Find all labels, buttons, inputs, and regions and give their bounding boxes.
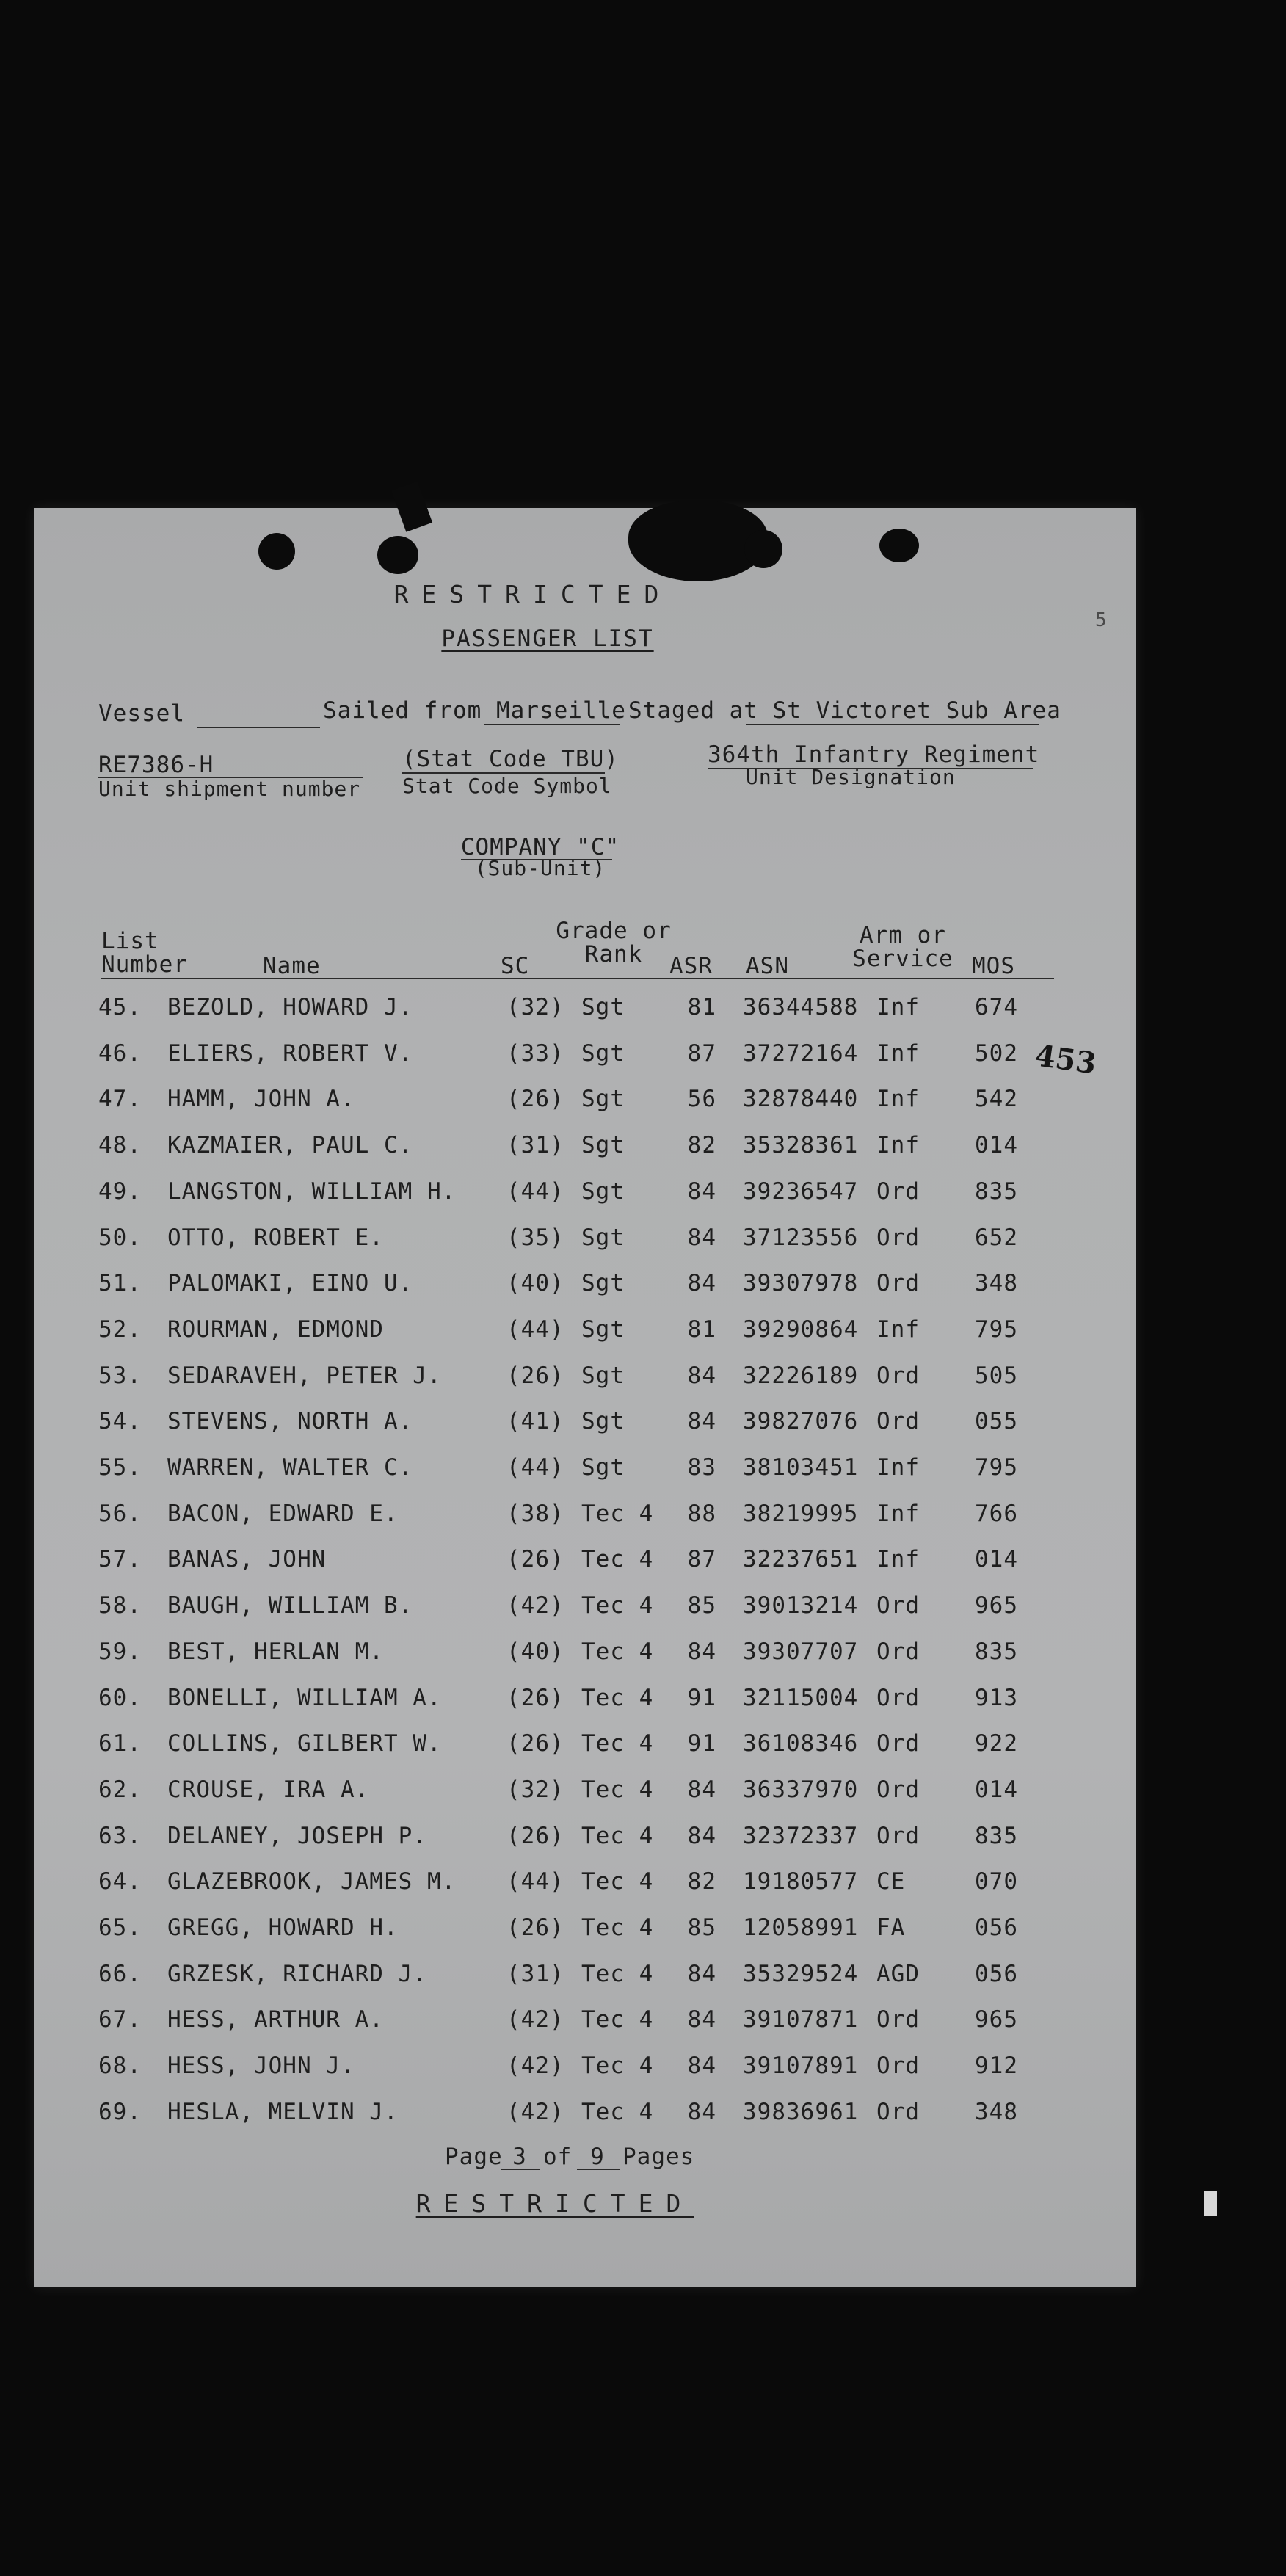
table-row	[34, 1546, 1136, 1590]
cell-name: BANAS, JOHN	[167, 1546, 327, 1572]
vessel-blank	[197, 727, 320, 728]
page-of: of	[543, 2144, 573, 2170]
table-row	[34, 1501, 1136, 1545]
shipment-number-label: Unit shipment number	[98, 777, 361, 801]
cell-grade: Tec 4	[581, 2053, 654, 2079]
cell-arm: Ord	[876, 1823, 920, 1849]
cell-mos: 766	[975, 1501, 1018, 1527]
cell-sc: (31)	[506, 1132, 564, 1158]
cell-asn: 39307978	[743, 1270, 859, 1296]
binder-hole	[258, 533, 295, 570]
cell-asn: 38219995	[743, 1501, 859, 1527]
cell-sc: (42)	[506, 2053, 564, 2079]
vessel-label: Vessel	[98, 700, 185, 727]
binder-hole	[377, 536, 418, 574]
cell-name: ELIERS, ROBERT V.	[167, 1040, 413, 1067]
cell-sc: (42)	[506, 2006, 564, 2033]
cell-asn: 39836961	[743, 2099, 859, 2125]
cell-asn: 32226189	[743, 1363, 859, 1389]
cell-asn: 39107891	[743, 2053, 859, 2079]
cell-asn: 37123556	[743, 1224, 859, 1251]
cell-num: 46.	[98, 1040, 142, 1067]
col-sc: SC	[501, 953, 530, 979]
cell-arm: Inf	[876, 1454, 920, 1481]
cell-asr: 56	[687, 1086, 716, 1112]
cell-asr: 91	[687, 1730, 716, 1757]
cell-num: 67.	[98, 2006, 142, 2033]
cell-mos: 652	[975, 1224, 1018, 1251]
cell-arm: Inf	[876, 1501, 920, 1527]
cell-asr: 84	[687, 1363, 716, 1389]
sub-unit-label: (Sub-Unit)	[474, 856, 606, 880]
cell-name: GLAZEBROOK, JAMES M.	[167, 1868, 457, 1895]
page-total: 9	[590, 2144, 605, 2170]
cell-num: 59.	[98, 1639, 142, 1665]
cell-num: 48.	[98, 1132, 142, 1158]
cell-num: 53.	[98, 1363, 142, 1389]
cell-arm: Ord	[876, 1685, 920, 1711]
cell-mos: 014	[975, 1777, 1018, 1803]
cell-asr: 84	[687, 1823, 716, 1849]
cell-num: 49.	[98, 1178, 142, 1205]
film-edge-mark	[1204, 2191, 1217, 2216]
cell-asr: 84	[687, 2099, 716, 2125]
table-row	[34, 1454, 1136, 1498]
cell-sc: (40)	[506, 1639, 564, 1665]
cell-mos: 835	[975, 1178, 1018, 1205]
sailed-from-underline	[484, 724, 620, 725]
cell-sc: (26)	[506, 1546, 564, 1572]
cell-mos: 502	[975, 1040, 1018, 1067]
cell-asn: 32372337	[743, 1823, 859, 1849]
cell-asr: 82	[687, 1132, 716, 1158]
cell-arm: Ord	[876, 1639, 920, 1665]
col-list-number: List Number	[101, 928, 188, 978]
cell-grade: Tec 4	[581, 2006, 654, 2033]
cell-num: 52.	[98, 1316, 142, 1343]
cell-mos: 505	[975, 1363, 1018, 1389]
cell-arm: Inf	[876, 1086, 920, 1112]
cell-grade: Tec 4	[581, 1639, 654, 1665]
cell-asr: 85	[687, 1915, 716, 1941]
cell-sc: (26)	[506, 1823, 564, 1849]
cell-arm: Ord	[876, 1178, 920, 1205]
cell-sc: (32)	[506, 1777, 564, 1803]
stat-code-value: (Stat Code TBU)	[402, 746, 619, 772]
cell-grade: Sgt	[581, 1178, 625, 1205]
table-row	[34, 1178, 1136, 1222]
cell-grade: Sgt	[581, 1408, 625, 1434]
handwritten-number: 453	[1033, 1038, 1099, 1081]
cell-asn: 19180577	[743, 1868, 859, 1895]
cell-asr: 84	[687, 2006, 716, 2033]
table-row	[34, 1730, 1136, 1774]
cell-sc: (44)	[506, 1178, 564, 1205]
cell-asr: 83	[687, 1454, 716, 1481]
staged-at: Staged at St Victoret Sub Area	[628, 697, 1061, 724]
cell-arm: AGD	[876, 1961, 920, 1987]
cell-num: 61.	[98, 1730, 142, 1757]
cell-asr: 84	[687, 1961, 716, 1987]
cell-sc: (33)	[506, 1040, 564, 1067]
cell-name: SEDARAVEH, PETER J.	[167, 1363, 442, 1389]
table-row	[34, 1639, 1136, 1683]
cell-arm: Ord	[876, 2099, 920, 2125]
cell-asn: 36344588	[743, 994, 859, 1020]
unit-designation-value: 364th Infantry Regiment	[708, 741, 1040, 768]
cell-name: GRZESK, RICHARD J.	[167, 1961, 427, 1987]
cell-asr: 84	[687, 1270, 716, 1296]
col-arm-service: Arm or Service	[852, 922, 953, 972]
table-row	[34, 1408, 1136, 1452]
cell-grade: Tec 4	[581, 1501, 654, 1527]
cell-asn: 39827076	[743, 1408, 859, 1434]
cell-asr: 84	[687, 1639, 716, 1665]
cell-arm: Ord	[876, 1730, 920, 1757]
corner-mark: 5	[1095, 609, 1108, 631]
cell-mos: 965	[975, 2006, 1018, 2033]
cell-num: 51.	[98, 1270, 142, 1296]
table-row	[34, 1915, 1136, 1959]
table-row	[34, 2099, 1136, 2143]
cell-mos: 348	[975, 2099, 1018, 2125]
cell-mos: 913	[975, 1685, 1018, 1711]
cell-grade: Tec 4	[581, 1777, 654, 1803]
cell-mos: 795	[975, 1316, 1018, 1343]
cell-grade: Sgt	[581, 994, 625, 1020]
cell-mos: 348	[975, 1270, 1018, 1296]
page-number-underline	[501, 2169, 540, 2170]
cell-arm: Inf	[876, 1132, 920, 1158]
cell-name: WARREN, WALTER C.	[167, 1454, 413, 1481]
cell-mos: 922	[975, 1730, 1018, 1757]
col-mos: MOS	[972, 953, 1015, 979]
cell-sc: (35)	[506, 1224, 564, 1251]
cell-name: LANGSTON, WILLIAM H.	[167, 1178, 457, 1205]
cell-sc: (26)	[506, 1363, 564, 1389]
cell-name: HAMM, JOHN A.	[167, 1086, 355, 1112]
table-row	[34, 1316, 1136, 1360]
cell-asr: 81	[687, 994, 716, 1020]
cell-grade: Sgt	[581, 1132, 625, 1158]
cell-name: COLLINS, GILBERT W.	[167, 1730, 442, 1757]
cell-mos: 835	[975, 1639, 1018, 1665]
cell-asr: 87	[687, 1546, 716, 1572]
cell-grade: Tec 4	[581, 1961, 654, 1987]
cell-asn: 37272164	[743, 1040, 859, 1067]
cell-mos: 014	[975, 1546, 1018, 1572]
cell-sc: (44)	[506, 1316, 564, 1343]
col-grade: Grade or Rank	[556, 918, 672, 968]
cell-mos: 912	[975, 2053, 1018, 2079]
restricted-title: RESTRICTED	[393, 580, 672, 609]
cell-asr: 85	[687, 1592, 716, 1619]
col-name: Name	[263, 953, 321, 979]
cell-asr: 84	[687, 1178, 716, 1205]
passenger-list-title: PASSENGER LIST	[441, 625, 654, 652]
cell-grade: Tec 4	[581, 1592, 654, 1619]
cell-asn: 39236547	[743, 1178, 859, 1205]
cell-mos: 674	[975, 994, 1018, 1020]
cell-name: BAUGH, WILLIAM B.	[167, 1592, 413, 1619]
table-row	[34, 1040, 1136, 1084]
cell-mos: 835	[975, 1823, 1018, 1849]
cell-asr: 88	[687, 1501, 716, 1527]
cell-sc: (42)	[506, 2099, 564, 2125]
cell-num: 58.	[98, 1592, 142, 1619]
cell-mos: 056	[975, 1915, 1018, 1941]
cell-mos: 542	[975, 1086, 1018, 1112]
cell-name: GREGG, HOWARD H.	[167, 1915, 399, 1941]
page-total-underline	[577, 2169, 620, 2170]
cell-grade: Sgt	[581, 1316, 625, 1343]
cell-arm: Ord	[876, 1592, 920, 1619]
cell-arm: Ord	[876, 1224, 920, 1251]
cell-name: HESS, ARTHUR A.	[167, 2006, 384, 2033]
table-row	[34, 1961, 1136, 2005]
cell-num: 47.	[98, 1086, 142, 1112]
cell-num: 57.	[98, 1546, 142, 1572]
shipment-number-value: RE7386-H	[98, 752, 214, 778]
table-row	[34, 1363, 1136, 1407]
cell-asr: 91	[687, 1685, 716, 1711]
table-row	[34, 2006, 1136, 2050]
cell-num: 55.	[98, 1454, 142, 1481]
cell-name: KAZMAIER, PAUL C.	[167, 1132, 413, 1158]
torn-edge	[391, 481, 432, 531]
cell-asr: 84	[687, 1777, 716, 1803]
cell-name: OTTO, ROBERT E.	[167, 1224, 384, 1251]
cell-name: HESLA, MELVIN J.	[167, 2099, 399, 2125]
cell-sc: (32)	[506, 994, 564, 1020]
cell-num: 50.	[98, 1224, 142, 1251]
cell-arm: Inf	[876, 1546, 920, 1572]
cell-grade: Sgt	[581, 1270, 625, 1296]
cell-asn: 35329524	[743, 1961, 859, 1987]
col-asr: ASR	[669, 953, 713, 979]
sub-unit-value: COMPANY "C"	[460, 834, 620, 860]
cell-arm: Ord	[876, 1777, 920, 1803]
cell-asn: 12058991	[743, 1915, 859, 1941]
table-row	[34, 1685, 1136, 1729]
cell-mos: 014	[975, 1132, 1018, 1158]
table-row	[34, 1868, 1136, 1912]
stat-code-label: Stat Code Symbol	[402, 774, 612, 798]
cell-arm: Inf	[876, 1316, 920, 1343]
cell-sc: (26)	[506, 1915, 564, 1941]
cell-arm: CE	[876, 1868, 906, 1895]
cell-arm: Ord	[876, 1270, 920, 1296]
cell-mos: 055	[975, 1408, 1018, 1434]
cell-num: 64.	[98, 1868, 142, 1895]
cell-num: 56.	[98, 1501, 142, 1527]
cell-asr: 84	[687, 2053, 716, 2079]
cell-asn: 39307707	[743, 1639, 859, 1665]
cell-mos: 795	[975, 1454, 1018, 1481]
cell-grade: Sgt	[581, 1040, 625, 1067]
cell-asn: 38103451	[743, 1454, 859, 1481]
restricted-footer: RESTRICTED	[415, 2189, 694, 2218]
cell-mos: 070	[975, 1868, 1018, 1895]
table-row	[34, 1224, 1136, 1269]
cell-asn: 39013214	[743, 1592, 859, 1619]
cell-arm: FA	[876, 1915, 906, 1941]
page-suffix: Pages	[622, 2144, 695, 2170]
cell-asn: 39290864	[743, 1316, 859, 1343]
cell-num: 54.	[98, 1408, 142, 1434]
table-row	[34, 2053, 1136, 2097]
cell-grade: Sgt	[581, 1454, 625, 1481]
cell-num: 65.	[98, 1915, 142, 1941]
binder-hole	[744, 530, 782, 568]
cell-asn: 36108346	[743, 1730, 859, 1757]
table-row	[34, 1592, 1136, 1636]
cell-num: 60.	[98, 1685, 142, 1711]
cell-name: BEST, HERLAN M.	[167, 1639, 384, 1665]
cell-grade: Tec 4	[581, 1685, 654, 1711]
sailed-from: Sailed from Marseille	[323, 697, 626, 724]
cell-asn: 32878440	[743, 1086, 859, 1112]
cell-arm: Ord	[876, 1363, 920, 1389]
cell-grade: Tec 4	[581, 1823, 654, 1849]
table-row	[34, 1823, 1136, 1867]
cell-asn: 36337970	[743, 1777, 859, 1803]
page-number: 3	[512, 2144, 527, 2170]
cell-grade: Tec 4	[581, 1915, 654, 1941]
table-row	[34, 1132, 1136, 1176]
page-prefix: Page	[445, 2144, 503, 2170]
cell-num: 68.	[98, 2053, 142, 2079]
header-rule	[101, 978, 1054, 979]
cell-sc: (44)	[506, 1868, 564, 1895]
cell-grade: Sgt	[581, 1363, 625, 1389]
cell-sc: (42)	[506, 1592, 564, 1619]
cell-mos: 056	[975, 1961, 1018, 1987]
cell-asn: 35328361	[743, 1132, 859, 1158]
cell-num: 66.	[98, 1961, 142, 1987]
cell-sc: (26)	[506, 1685, 564, 1711]
col-asn: ASN	[746, 953, 789, 979]
cell-name: ROURMAN, EDMOND	[167, 1316, 384, 1343]
cell-name: BONELLI, WILLIAM A.	[167, 1685, 442, 1711]
cell-sc: (38)	[506, 1501, 564, 1527]
cell-name: BEZOLD, HOWARD J.	[167, 994, 413, 1020]
cell-grade: Tec 4	[581, 1546, 654, 1572]
cell-sc: (26)	[506, 1730, 564, 1757]
cell-asr: 82	[687, 1868, 716, 1895]
cell-sc: (26)	[506, 1086, 564, 1112]
cell-num: 45.	[98, 994, 142, 1020]
staged-at-underline	[746, 724, 1039, 725]
cell-name: PALOMAKI, EINO U.	[167, 1270, 413, 1296]
cell-sc: (40)	[506, 1270, 564, 1296]
cell-asn: 32115004	[743, 1685, 859, 1711]
table-row	[34, 1086, 1136, 1130]
cell-sc: (31)	[506, 1961, 564, 1987]
cell-sc: (41)	[506, 1408, 564, 1434]
binder-hole	[879, 529, 919, 562]
cell-grade: Tec 4	[581, 2099, 654, 2125]
cell-arm: Inf	[876, 994, 920, 1020]
cell-asr: 84	[687, 1408, 716, 1434]
cell-arm: Ord	[876, 2006, 920, 2033]
table-row	[34, 1270, 1136, 1314]
cell-name: BACON, EDWARD E.	[167, 1501, 399, 1527]
cell-name: CROUSE, IRA A.	[167, 1777, 370, 1803]
cell-grade: Sgt	[581, 1224, 625, 1251]
table-row	[34, 1777, 1136, 1821]
cell-num: 69.	[98, 2099, 142, 2125]
cell-asn: 39107871	[743, 2006, 859, 2033]
cell-name: DELANEY, JOSEPH P.	[167, 1823, 427, 1849]
cell-asr: 84	[687, 1224, 716, 1251]
cell-asn: 32237651	[743, 1546, 859, 1572]
cell-name: HESS, JOHN J.	[167, 2053, 355, 2079]
table-row	[34, 994, 1136, 1038]
cell-num: 63.	[98, 1823, 142, 1849]
passenger-list-page	[34, 508, 1136, 2287]
cell-grade: Sgt	[581, 1086, 625, 1112]
cell-grade: Tec 4	[581, 1730, 654, 1757]
cell-num: 62.	[98, 1777, 142, 1803]
cell-asr: 87	[687, 1040, 716, 1067]
cell-name: STEVENS, NORTH A.	[167, 1408, 413, 1434]
cell-grade: Tec 4	[581, 1868, 654, 1895]
cell-mos: 965	[975, 1592, 1018, 1619]
cell-sc: (44)	[506, 1454, 564, 1481]
cell-arm: Inf	[876, 1040, 920, 1067]
unit-designation-label: Unit Designation	[746, 765, 956, 789]
cell-asr: 81	[687, 1316, 716, 1343]
cell-arm: Ord	[876, 2053, 920, 2079]
cell-arm: Ord	[876, 1408, 920, 1434]
